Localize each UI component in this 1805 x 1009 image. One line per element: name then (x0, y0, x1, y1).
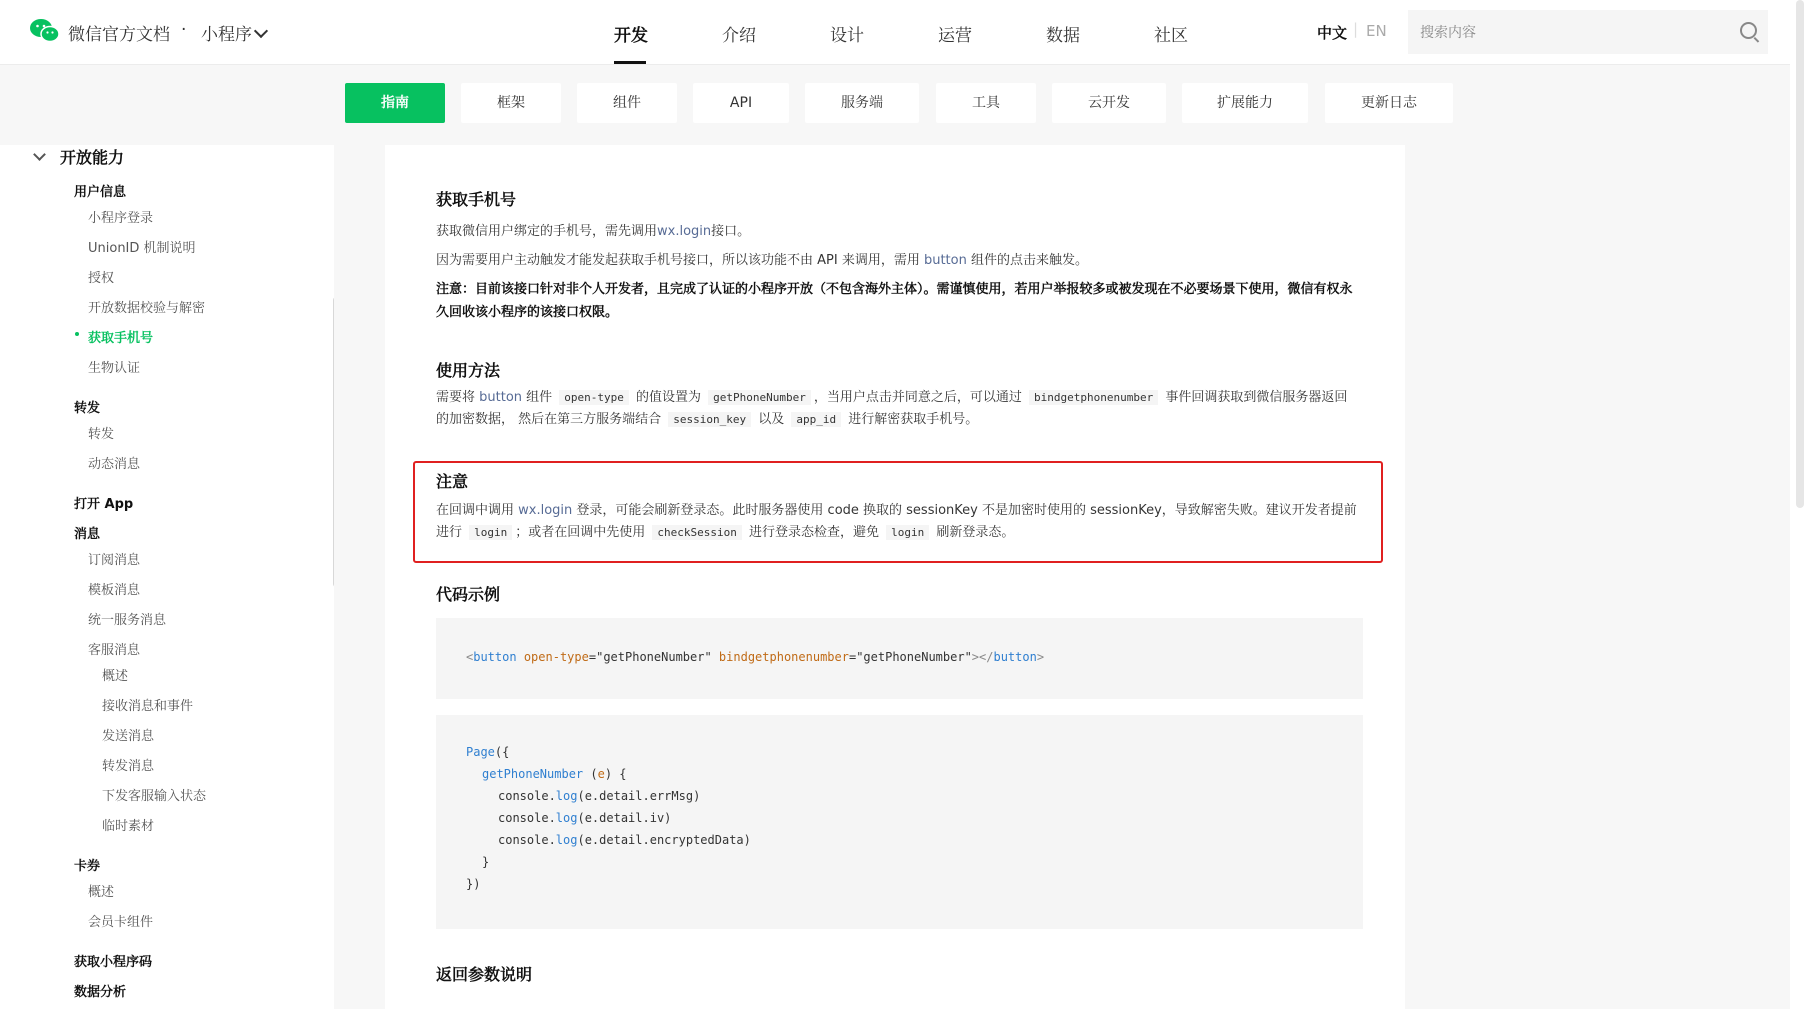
code-token: (e.detail.errMsg) (577, 789, 701, 803)
lang-separator: | (1353, 20, 1359, 38)
button-component-link[interactable]: button (923, 253, 967, 268)
code-token: ( (583, 767, 598, 781)
code-token: ) { (604, 767, 627, 781)
sidebar-item-kefu-receive[interactable]: 接收消息和事件 (102, 699, 194, 714)
site-title[interactable]: 微信官方文档 (68, 25, 170, 45)
code-token: ({ (494, 745, 510, 759)
code-token: < (466, 650, 474, 664)
code-example-heading: 代码示例 (436, 585, 501, 604)
code-token: "getPhoneNumber" (596, 650, 712, 664)
tab-components[interactable]: 组件 (577, 83, 677, 123)
sidebar-item-kefu-forward[interactable]: 转发消息 (102, 759, 155, 774)
tab-api[interactable]: API (693, 83, 789, 123)
code-token: (e.detail.iv) (577, 811, 672, 825)
code-block-wxml (436, 618, 1363, 699)
tab-changelog[interactable]: 更新日志 (1325, 83, 1453, 123)
code-line (466, 745, 509, 759)
code-token: button (993, 650, 1037, 664)
code-line: }) (466, 877, 481, 891)
sidebar-item-uniform-message[interactable]: 统一服务消息 (88, 613, 167, 628)
code-line (498, 833, 751, 847)
code-token: bindgetphonenumber (718, 650, 849, 664)
code-block-js (436, 715, 1363, 929)
sidebar-item-authorize[interactable]: 授权 (88, 271, 115, 286)
sidebar-item-label: 获取手机号 (88, 331, 154, 346)
code-token: Page (466, 745, 495, 759)
search-input[interactable] (1408, 10, 1768, 54)
button-component-link[interactable]: button (479, 390, 523, 405)
sidebar-item-data-decrypt[interactable]: 开放数据校验与解密 (88, 301, 206, 316)
inline-code: login (469, 525, 512, 540)
search-icon[interactable] (1740, 22, 1757, 39)
code-token: console. (498, 789, 556, 803)
intro-paragraph-2 (436, 250, 1360, 272)
note-text: 登录，可能会刷新登录态。此时服务器使用 code 换取的 sessionKey 不是加密时使用的 sessionKey，导致解密失败。建议开发者提前进行 (436, 503, 1357, 540)
inline-code: checkSession (652, 525, 741, 540)
note-text: ；或者在回调中先使用 (515, 525, 650, 540)
sidebar-item-login[interactable]: 小程序登录 (88, 211, 154, 226)
code-token: button (473, 650, 517, 664)
sidebar-group-message[interactable]: 消息 (74, 527, 101, 542)
code-token: e (597, 767, 605, 781)
note-paragraph (436, 500, 1360, 544)
lang-en[interactable]: EN (1366, 22, 1387, 40)
inline-code: getPhoneNumber (708, 390, 811, 405)
sidebar-item-kefu-send[interactable]: 发送消息 (102, 729, 155, 744)
sidebar-item-phone-number[interactable] (88, 327, 153, 346)
inline-code: session_key (668, 412, 751, 427)
tab-cloud[interactable]: 云开发 (1052, 83, 1166, 123)
sidebar-item-biometric[interactable]: 生物认证 (88, 361, 141, 376)
usage-text: 组件 (522, 390, 557, 405)
code-line (482, 767, 627, 781)
topnav-data[interactable]: 数据 (1046, 26, 1080, 46)
sidebar-item-template-message[interactable]: 模板消息 (88, 583, 141, 598)
tab-framework[interactable]: 框架 (461, 83, 561, 123)
inline-code: login (886, 525, 929, 540)
code-token: "getPhoneNumber" (856, 650, 972, 664)
usage-text: 进行解密获取手机号。 (844, 412, 979, 427)
code-token: getPhoneNumber (482, 767, 584, 781)
sidebar-item-kefu-overview[interactable]: 概述 (102, 669, 129, 684)
sidebar-item-forward[interactable]: 转发 (88, 427, 115, 442)
sidebar-item-kefu-typing[interactable]: 下发客服输入状态 (102, 789, 207, 804)
sub-navigation (0, 65, 1790, 145)
usage-text: 以及 (754, 412, 789, 427)
note-heading: 注意 (436, 472, 469, 491)
code-line (498, 811, 671, 825)
wx-login-link[interactable]: wx.login (518, 503, 573, 518)
sidebar-item-open-app[interactable]: 打开 App (74, 497, 134, 512)
sidebar-group-card[interactable]: 卡券 (74, 859, 101, 874)
code-token: = (848, 650, 857, 664)
code-token: ></ (971, 650, 994, 664)
page-scrollbar[interactable] (1796, 0, 1804, 508)
code-token: > (1036, 650, 1045, 664)
sidebar-section-open-ability[interactable]: 开放能力 (60, 148, 125, 167)
sidebar-item-unionid[interactable]: UnionID 机制说明 (88, 241, 196, 256)
sidebar (0, 145, 334, 1009)
tab-extensions[interactable]: 扩展能力 (1182, 83, 1308, 123)
inline-code: open-type (559, 390, 629, 405)
intro-text: 因为需要用户主动触发才能发起获取手机号接口，所以该功能不由 API 来调用，需用 (436, 253, 924, 268)
code-token: log (555, 811, 578, 825)
sidebar-group-forward[interactable]: 转发 (74, 401, 101, 416)
sidebar-group-user-info[interactable]: 用户信息 (74, 185, 127, 200)
topnav-operation[interactable]: 运营 (938, 26, 972, 46)
topnav-intro[interactable]: 介绍 (722, 26, 756, 46)
tab-guide[interactable]: 指南 (345, 83, 445, 123)
sidebar-item-qrcode[interactable]: 获取小程序码 (74, 955, 153, 970)
chevron-down-icon[interactable] (254, 24, 268, 38)
inline-code: app_id (791, 412, 841, 427)
tab-tools[interactable]: 工具 (936, 83, 1036, 123)
code-token: log (555, 789, 578, 803)
code-token: = (588, 650, 597, 664)
code-token: log (555, 833, 578, 847)
intro-text: 组件的点击来触发。 (966, 253, 1088, 268)
topnav-community[interactable]: 社区 (1154, 26, 1188, 46)
note-text: 刷新登录态。 (932, 525, 1015, 540)
sidebar-item-card-overview[interactable]: 概述 (88, 885, 115, 900)
sidebar-item-dynamic-message[interactable]: 动态消息 (88, 457, 141, 472)
code-token: console. (498, 811, 556, 825)
active-bullet-icon (75, 332, 79, 336)
topnav-design[interactable]: 设计 (830, 26, 864, 46)
sidebar-item-subscribe-message[interactable]: 订阅消息 (88, 553, 141, 568)
warning-paragraph: 注意：目前该接口针对非个人开发者，且完成了认证的小程序开放（不包含海外主体）。需谨慎使用，若用户举报较多或被发现在不必要场景下使用，微信有权永久回收该小程序的该接口权限。 (436, 282, 1353, 320)
sidebar-item-member-card[interactable]: 会员卡组件 (88, 915, 154, 930)
usage-text: 事件回调获取到微信服务器返回的加密数据， 然后在第三方服务端结合 (436, 390, 1348, 427)
usage-paragraph (436, 387, 1360, 431)
sidebar-item-customer-service[interactable]: 客服消息 (88, 643, 141, 658)
usage-heading: 使用方法 (436, 361, 501, 380)
inline-code: bindgetphonenumber (1029, 390, 1158, 405)
topnav-dev[interactable]: 开发 (614, 26, 648, 46)
usage-text: 的值设置为 (631, 390, 706, 405)
code-line (498, 789, 700, 803)
code-line: } (482, 855, 490, 869)
top-header (0, 0, 1790, 65)
code-token: (e.detail.encryptedData) (577, 833, 751, 847)
lang-zh[interactable]: 中文 (1317, 24, 1348, 42)
note-text: 在回调中调用 (436, 503, 519, 518)
usage-text: ，当用户点击并同意之后，可以通过 (813, 390, 1027, 405)
intro-text: 获取微信用户绑定的手机号，需先调用 (436, 224, 658, 239)
intro-text: 接口。 (711, 224, 751, 239)
code-line (466, 650, 1044, 664)
page-title: 获取手机号 (436, 190, 517, 209)
title-separator: · (181, 20, 187, 40)
sidebar-item-kefu-media[interactable]: 临时素材 (102, 819, 155, 834)
tab-server[interactable]: 服务端 (805, 83, 919, 123)
intro-paragraph-1 (436, 221, 1360, 243)
wx-login-link[interactable]: wx.login (657, 224, 712, 239)
usage-text: 需要将 (436, 390, 480, 405)
return-params-heading: 返回参数说明 (436, 965, 533, 984)
active-nav-underline (614, 61, 646, 64)
wechat-logo-icon[interactable] (30, 18, 60, 44)
code-token: console. (498, 833, 556, 847)
sidebar-item-analysis[interactable]: 数据分析 (74, 985, 127, 1000)
product-selector[interactable]: 小程序 (201, 25, 252, 45)
note-text: 进行登录态检查，避免 (744, 525, 884, 540)
code-token: open-type (523, 650, 589, 664)
